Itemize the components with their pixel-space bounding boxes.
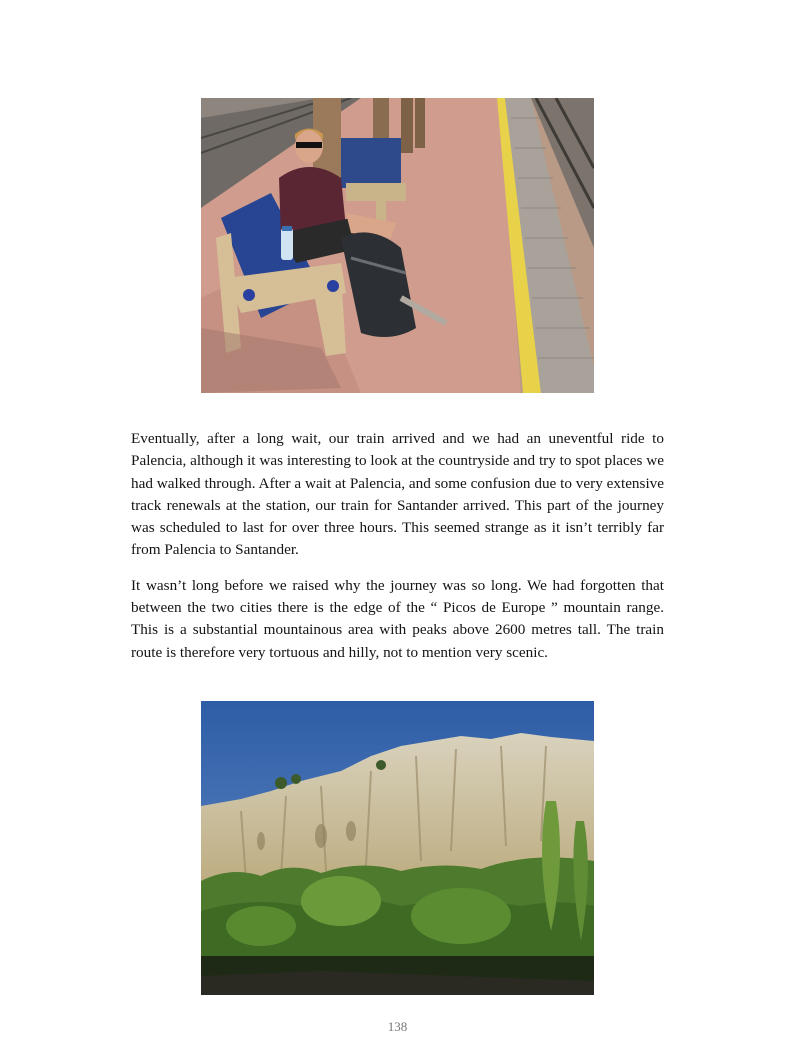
platform-bench-illustration <box>201 98 594 393</box>
limestone-cliff-photo <box>201 701 594 995</box>
platform-bench-photo <box>201 98 594 393</box>
body-text <box>131 428 664 677</box>
paragraph-1: Eventually, after a long wait, our train arrived and we had an uneventful ride to Palencia, although it was interesting to look at the countryside and try to spot places we had walked through. After a wait at Palencia, and some confusion due to very extensive track renewals at the station, our train for Santander arrived. This part of the journey was scheduled to last for over three hours. This seemed strange as it isn’t terribly far from Palencia to Santander. <box>131 430 664 559</box>
paragraph-2: It wasn’t long before we raised why the journey was so long. We had forgotten that between the two cities there is the edge of the “ Picos de Europe ” mountain range. This is a substantial mountainous area with peaks above 2600 metres tall. The train route is therefore very tortuous and hilly, not to mention very scenic. <box>131 576 664 661</box>
limestone-cliff-illustration <box>201 701 594 995</box>
page-number: 138 <box>387 1019 408 1034</box>
